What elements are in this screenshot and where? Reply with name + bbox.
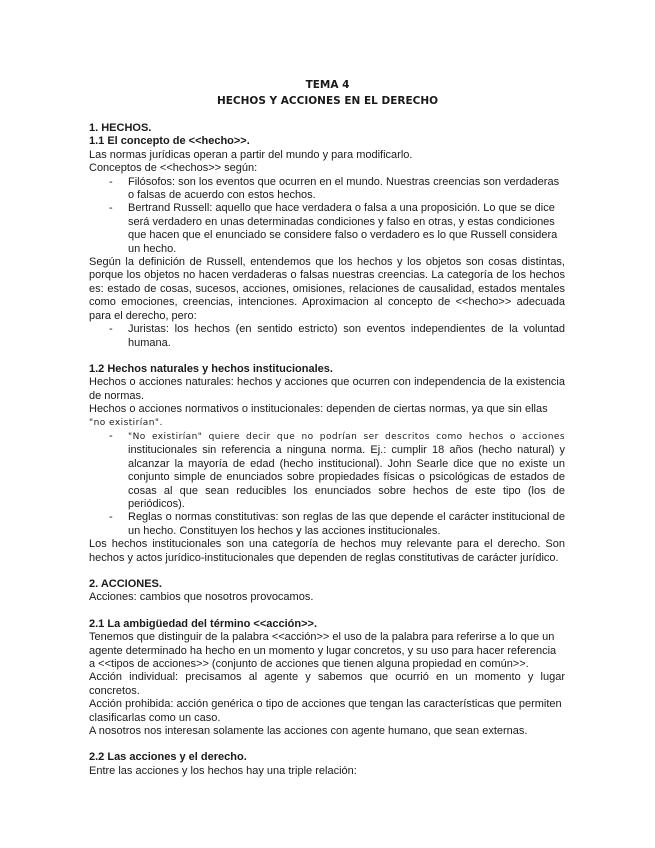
paragraph: Según la definición de Russell, entendemos que los hechos y los objetos son cosas distintas, porque los objetos no hacen verdaderas o falsas nuestras creencias. La categoría de los hechos es: estado de cosas, sucesos, acciones, omisiones, relaciones de causalidad, estados mentales como emociones, creencias, intenciones. Aproximacion al concepto de <<hecho>> adecuada para el derecho, pero: xyxy=(89,256,565,322)
quoted-phrase: "No existirían" quiere decir que no podrían ser descritos como hechos o acciones xyxy=(128,431,565,442)
paragraph: Entre las acciones y los hechos hay una triple relación: xyxy=(89,764,357,777)
list-item xyxy=(89,430,565,511)
concept-list xyxy=(89,176,565,256)
jurists-list xyxy=(89,323,565,350)
topic-number: TEMA 4 xyxy=(305,79,350,91)
subsection-heading-acciones-derecho: 2.2 Las acciones y el derecho. xyxy=(89,751,247,764)
paragraph: A nosotros nos interesan solamente las acciones con agente humano, que sean externas. xyxy=(89,725,528,738)
list-item-text: institucionales sin referencia a ninguna norma. Ej.: cumplir 18 años (hecho natural) y alcanzar la mayoría de edad (hecho institucional). John Searle dice que no existe un conjunto simple de enunciados sobre propiedades físicas o psicológicas de estados de cosas al que sean reducibles los enunciados sobre hechos de este tipo (los de periódicos). xyxy=(128,444,565,510)
subsection-heading-concepto-hecho: 1.1 El concepto de <<hecho>>. xyxy=(89,135,250,148)
paragraph: Acción individual: precisamos al agente y sabemos que ocurrió en un momento y lugar concretos. xyxy=(89,671,565,697)
paragraph: Los hechos institucionales son una categoría de hechos muy relevante para el derecho. Son hechos y actos jurídico-institucionales que dependen de reglas constitutivas de carácter jurídico. xyxy=(89,538,565,564)
paragraph: Hechos o acciones normativos o institucionales: dependen de ciertas normas, ya que sin ellas xyxy=(89,403,548,416)
subsection-heading-ambiguedad: 2.1 La ambigüedad del término <<acción>>. xyxy=(89,617,318,630)
list-item: - Reglas o normas constitutivas: son reglas de las que depende el carácter institucional de un hecho. Constituyen los hechos y las acciones institucionales. xyxy=(89,511,565,538)
paragraph: Acciones: cambios que nosotros provocamos. xyxy=(89,591,314,604)
paragraph: Acción prohibida: acción genérica o tipo de acciones que tengan las características que permiten clasificarlas como un caso. xyxy=(89,698,562,724)
section-heading-acciones: 2. ACCIONES. xyxy=(89,578,162,590)
document-title: HECHOS Y ACCIONES EN EL DERECHO xyxy=(216,95,439,107)
list-item: - Bertrand Russell: aquello que hace verdadera o falsa a una proposición. Lo que se dice será verdadero en unas determinadas condiciones y falso en otras, y estas condiciones que hacen que el enunciado se considere falso o verdadero es lo que Russell considera un hecho. xyxy=(89,202,565,256)
paragraph: Tenemos que distinguir de la palabra <<acción>> el uso de la palabra para referirse a lo que un agente determinado ha hecho en un momento y lugar concretos, y su uso para hacer referencia a <<tipos de acciones>> (conjunto de acciones que tienen alguna propiedad en común>>. xyxy=(89,631,557,671)
list-item: - Filósofos: son los eventos que ocurren en el mundo. Nuestras creencias son verdaderas o falsas de acuerdo con estos hechos. xyxy=(89,176,565,203)
institutional-list xyxy=(89,430,565,538)
paragraph: Las normas jurídicas operan a partir del mundo y para modificarlo. xyxy=(89,148,413,161)
paragraph-quote: "no existirían". xyxy=(89,417,163,428)
paragraph: Conceptos de <<hechos>> según: xyxy=(89,162,258,175)
paragraph: Hechos o acciones naturales: hechos y acciones que ocurren con independencia de la existencia de normas. xyxy=(89,376,565,402)
list-item: - Juristas: los hechos (en sentido estricto) son eventos independientes de la voluntad humana. xyxy=(89,323,565,350)
section-heading-hechos: 1. HECHOS. xyxy=(89,122,152,134)
document-body xyxy=(89,122,565,778)
subsection-heading-hechos-naturales: 1.2 Hechos naturales y hechos institucionales. xyxy=(89,362,333,375)
